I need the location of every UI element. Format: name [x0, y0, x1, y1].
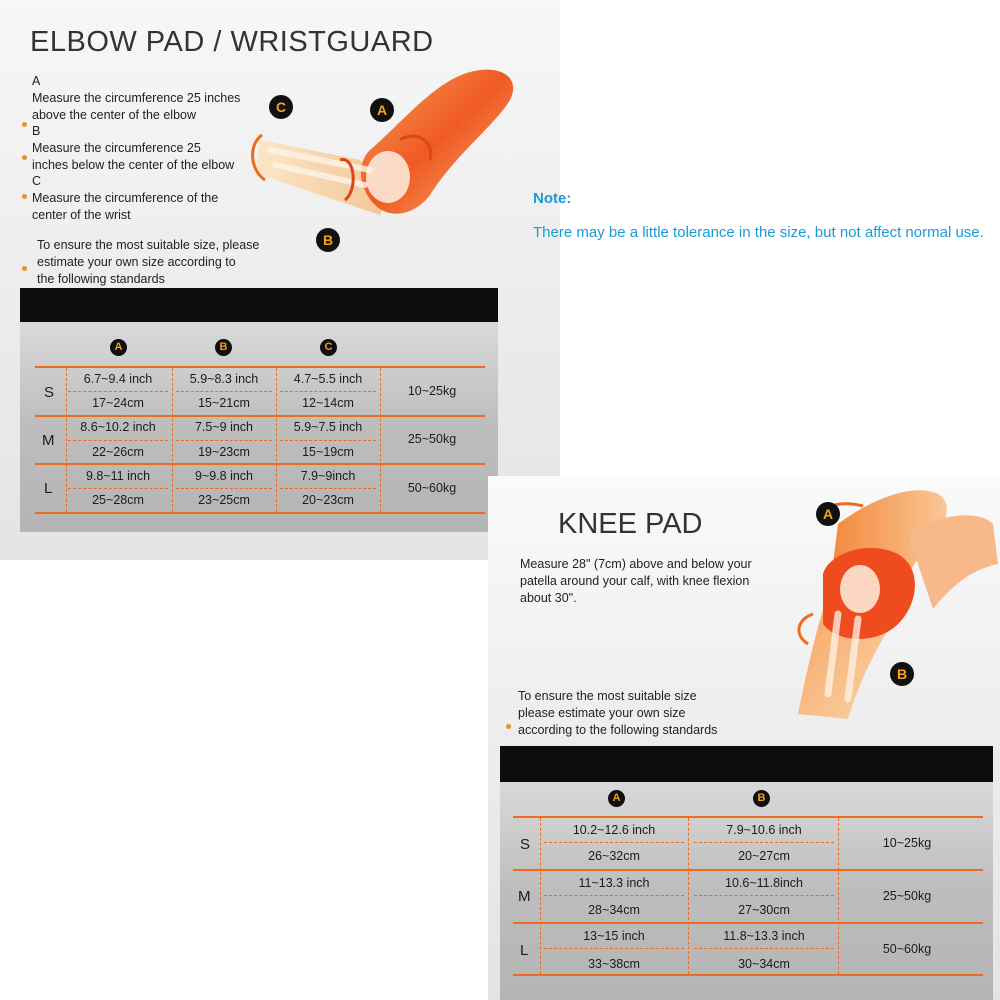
table-cell: 7.9~9inch — [300, 469, 356, 483]
table-cell: 27~30cm — [738, 903, 790, 917]
knee-label-a-badge: A — [816, 502, 840, 526]
table-cell: 7.9~10.6 inch — [726, 823, 802, 837]
cell-divider — [68, 440, 168, 441]
instruction-b-letter: B — [32, 124, 41, 138]
instruction-c-line1: Measure the circumference of the — [32, 191, 219, 205]
col-a-badge: A — [110, 339, 127, 356]
cell-divider — [176, 391, 272, 392]
elbow-title: ELBOW PAD / WRISTGUARD — [30, 26, 434, 58]
size-label: L — [520, 942, 529, 959]
cell-divider — [280, 391, 376, 392]
weight-cell: 25~50kg — [882, 889, 932, 903]
size-label: S — [44, 384, 55, 401]
col-divider — [380, 368, 381, 512]
table-cell: 20~23cm — [302, 493, 354, 507]
table-cell: 13~15 inch — [583, 929, 645, 943]
guide-line1: To ensure the most suitable size, please — [37, 238, 260, 252]
note-text: There may be a little tolerance in the size, but not affect normal use. — [533, 224, 984, 241]
table-cell: 7.5~9 inch — [194, 420, 254, 434]
knee-instruction-line1: Measure 28" (7cm) above and below your — [520, 557, 752, 571]
knee-instruction-line3: about 30". — [520, 591, 577, 605]
row-divider — [35, 415, 485, 417]
cell-divider — [544, 948, 684, 949]
instruction-a-line2: above the center of the elbow — [32, 108, 197, 122]
knee-illustration — [768, 484, 1000, 724]
arm-illustration — [240, 55, 530, 265]
col-b-badge: B — [215, 339, 232, 356]
table-cell: 33~38cm — [588, 957, 640, 971]
bullet-dot — [22, 194, 27, 199]
knee-col-a-badge: A — [608, 790, 625, 807]
col-divider — [688, 818, 689, 974]
cell-divider — [694, 842, 834, 843]
weight-cell: 10~25kg — [882, 836, 932, 850]
cell-divider — [280, 440, 376, 441]
guide-line2: estimate your own size according to — [37, 255, 236, 269]
knee-col-b-badge: B — [753, 790, 770, 807]
row-divider — [513, 922, 983, 924]
table-cell: 19~23cm — [198, 445, 250, 459]
size-label: L — [44, 480, 53, 497]
table-cell: 30~34cm — [738, 957, 790, 971]
cell-divider — [694, 948, 834, 949]
instruction-a-line1: Measure the circumference 25 inches — [32, 91, 241, 105]
row-divider — [35, 463, 485, 465]
table-cell: 15~19cm — [302, 445, 354, 459]
knee-guide-line3: according to the following standards — [518, 723, 718, 737]
table-cell: 23~25cm — [198, 493, 250, 507]
bullet-dot — [22, 266, 27, 271]
cell-divider — [544, 895, 684, 896]
table-cell: 9~9.8 inch — [194, 469, 254, 483]
instruction-c-line2: center of the wrist — [32, 208, 131, 222]
table-cell: 12~14cm — [302, 396, 354, 410]
table-cell: 11~13.3 inch — [578, 876, 650, 890]
knee-label-b-badge: B — [890, 662, 914, 686]
table-cell: 8.6~10.2 inch — [80, 420, 156, 434]
weight-cell: 50~60kg — [882, 942, 932, 956]
table-cell: 15~21cm — [198, 396, 250, 410]
table-cell: 4.7~5.5 inch — [293, 372, 363, 386]
weight-cell: 10~25kg — [407, 384, 457, 398]
col-c-badge: C — [320, 339, 337, 356]
table-cell: 20~27cm — [738, 849, 790, 863]
row-divider — [35, 512, 485, 514]
cell-divider — [68, 488, 168, 489]
cell-divider — [544, 842, 684, 843]
row-divider — [35, 366, 485, 368]
knee-table-header-bar — [500, 746, 993, 782]
label-b-badge: B — [316, 228, 340, 252]
bullet-dot — [22, 122, 27, 127]
elbow-size-panel — [0, 0, 560, 560]
table-cell: 10.2~12.6 inch — [572, 823, 656, 837]
col-divider — [838, 818, 839, 974]
col-divider — [276, 368, 277, 512]
knee-size-panel — [488, 476, 1000, 1000]
table-cell: 26~32cm — [588, 849, 640, 863]
table-cell: 25~28cm — [92, 493, 144, 507]
cell-divider — [694, 895, 834, 896]
cell-divider — [280, 488, 376, 489]
bullet-dot — [506, 724, 511, 729]
instruction-c-letter: C — [32, 174, 42, 188]
row-divider — [513, 869, 983, 871]
knee-guide-line1: To ensure the most suitable size — [518, 689, 697, 703]
elbow-table-header-bar — [20, 288, 498, 322]
label-c-badge: C — [269, 95, 293, 119]
size-label: S — [520, 836, 531, 853]
table-cell: 10.6~11.8inch — [725, 876, 803, 890]
size-label: M — [42, 432, 55, 449]
table-cell: 5.9~8.3 inch — [189, 372, 259, 386]
weight-cell: 25~50kg — [407, 432, 457, 446]
note-title: Note: — [533, 190, 572, 207]
knee-guide-line2: please estimate your own size — [518, 706, 686, 720]
bullet-dot — [22, 155, 27, 160]
table-cell: 5.9~7.5 inch — [293, 420, 363, 434]
table-cell: 28~34cm — [588, 903, 640, 917]
cell-divider — [68, 391, 168, 392]
instruction-b-line2: inches below the center of the elbow — [32, 158, 235, 172]
table-cell: 6.7~9.4 inch — [83, 372, 153, 386]
label-a-badge: A — [370, 98, 394, 122]
col-divider — [172, 368, 173, 512]
cell-divider — [176, 488, 272, 489]
instruction-a-letter: A — [32, 74, 41, 88]
row-divider — [513, 816, 983, 818]
knee-instruction-line2: patella around your calf, with knee flexion — [520, 574, 750, 588]
weight-cell: 50~60kg — [407, 481, 457, 495]
knee-title: KNEE PAD — [558, 508, 703, 540]
row-divider — [513, 974, 983, 976]
table-cell: 22~26cm — [92, 445, 144, 459]
table-cell: 9.8~11 inch — [85, 469, 151, 483]
table-cell: 17~24cm — [92, 396, 144, 410]
guide-line3: the following standards — [37, 272, 165, 286]
size-label: M — [518, 888, 531, 905]
table-cell: 11.8~13.3 inch — [723, 929, 805, 943]
cell-divider — [176, 440, 272, 441]
col-divider — [66, 368, 67, 512]
instruction-b-line1: Measure the circumference 25 — [32, 141, 201, 155]
col-divider — [540, 818, 541, 974]
